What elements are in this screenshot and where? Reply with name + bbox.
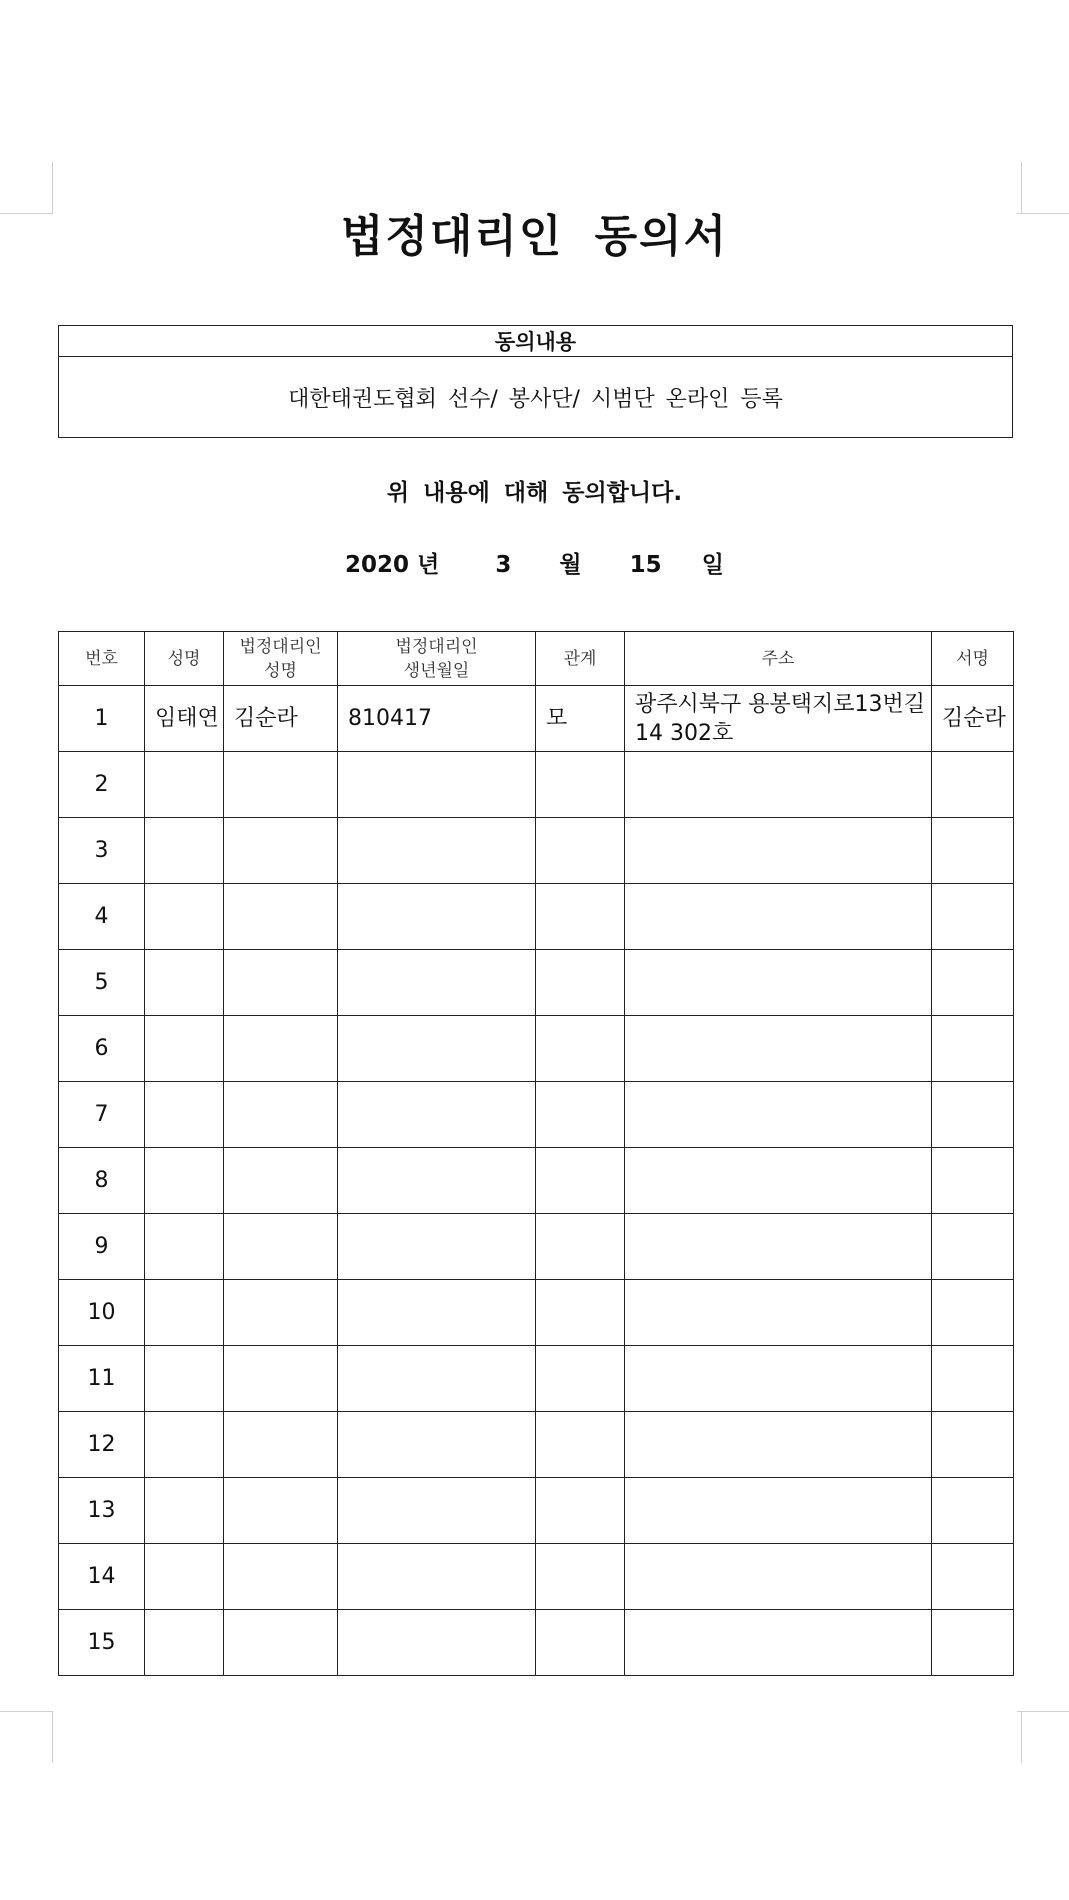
cell-relation — [536, 1016, 625, 1082]
cell-rep-birth: 810417 — [338, 686, 536, 752]
cell-no: 15 — [59, 1610, 145, 1676]
cell-no: 12 — [59, 1412, 145, 1478]
cell-name — [145, 884, 224, 950]
cell-no: 14 — [59, 1544, 145, 1610]
date-year-unit: 년 — [417, 552, 440, 578]
cell-rep-name — [224, 1610, 338, 1676]
table-row — [59, 818, 1014, 884]
cell-relation — [536, 1610, 625, 1676]
table-row — [59, 1478, 1014, 1544]
cell-address — [625, 752, 932, 818]
crop-mark — [0, 1711, 52, 1712]
header-rep-birth: 법정대리인 생년월일 — [338, 632, 536, 686]
table-row — [59, 1610, 1014, 1676]
cell-no: 7 — [59, 1082, 145, 1148]
cell-name — [145, 1544, 224, 1610]
cell-rep-name — [224, 1082, 338, 1148]
cell-name — [145, 1478, 224, 1544]
header-address: 주소 — [625, 632, 932, 686]
cell-relation — [536, 1082, 625, 1148]
cell-relation — [536, 950, 625, 1016]
cell-name — [145, 1346, 224, 1412]
cell-relation — [536, 1214, 625, 1280]
cell-address — [625, 1478, 932, 1544]
cell-signature — [932, 1214, 1014, 1280]
cell-rep-birth — [338, 1016, 536, 1082]
table-row — [59, 1016, 1014, 1082]
cell-rep-name — [224, 1148, 338, 1214]
cell-address — [625, 1280, 932, 1346]
cell-signature — [932, 1544, 1014, 1610]
header-no: 번호 — [59, 632, 145, 686]
cell-rep-name — [224, 818, 338, 884]
cell-address — [625, 1214, 932, 1280]
cell-name — [145, 752, 224, 818]
cell-rep-birth — [338, 1478, 536, 1544]
cell-address — [625, 950, 932, 1016]
cell-name — [145, 1214, 224, 1280]
cell-no: 8 — [59, 1148, 145, 1214]
cell-relation — [536, 884, 625, 950]
header-name: 성명 — [145, 632, 224, 686]
cell-no: 2 — [59, 752, 145, 818]
cell-rep-birth — [338, 1346, 536, 1412]
cell-signature — [932, 1280, 1014, 1346]
table-row — [59, 1148, 1014, 1214]
cell-relation — [536, 818, 625, 884]
cell-name — [145, 1610, 224, 1676]
guardian-table — [58, 631, 1014, 1676]
cell-rep-name — [224, 1214, 338, 1280]
cell-rep-name — [224, 1412, 338, 1478]
cell-name — [145, 1148, 224, 1214]
cell-name — [145, 1412, 224, 1478]
cell-address — [625, 1412, 932, 1478]
cell-no: 5 — [59, 950, 145, 1016]
cell-relation — [536, 1544, 625, 1610]
cell-signature — [932, 1346, 1014, 1412]
cell-rep-name — [224, 950, 338, 1016]
header-rep-name: 법정대리인 성명 — [224, 632, 338, 686]
cell-rep-name — [224, 884, 338, 950]
cell-signature — [932, 1148, 1014, 1214]
cell-rep-birth — [338, 1214, 536, 1280]
table-header-row — [59, 632, 1014, 686]
cell-relation — [536, 1148, 625, 1214]
cell-no: 10 — [59, 1280, 145, 1346]
table-row — [59, 1346, 1014, 1412]
cell-relation — [536, 752, 625, 818]
cell-no: 11 — [59, 1346, 145, 1412]
table-row — [59, 1082, 1014, 1148]
cell-no: 3 — [59, 818, 145, 884]
consent-box — [58, 325, 1013, 438]
table-row — [59, 1280, 1014, 1346]
cell-signature — [932, 884, 1014, 950]
cell-rep-birth — [338, 1544, 536, 1610]
cell-rep-birth — [338, 752, 536, 818]
crop-mark — [1017, 1711, 1069, 1712]
cell-signature — [932, 1610, 1014, 1676]
table-row — [59, 1214, 1014, 1280]
cell-relation — [536, 1478, 625, 1544]
header-signature: 서명 — [932, 632, 1014, 686]
cell-rep-birth — [338, 818, 536, 884]
cell-name — [145, 950, 224, 1016]
consent-content: 대한태권도협회 선수/ 봉사단/ 시범단 온라인 등록 — [59, 357, 1013, 438]
cell-rep-name — [224, 1280, 338, 1346]
crop-mark — [1021, 1711, 1022, 1763]
cell-address — [625, 1610, 932, 1676]
table-row — [59, 1412, 1014, 1478]
cell-name: 임태연 — [145, 686, 224, 752]
cell-address — [625, 818, 932, 884]
consent-header: 동의내용 — [59, 326, 1013, 357]
cell-no: 1 — [59, 686, 145, 752]
date-month: 3 — [495, 552, 512, 578]
cell-signature — [932, 818, 1014, 884]
cell-address — [625, 1346, 932, 1412]
cell-signature — [932, 1082, 1014, 1148]
cell-rep-birth — [338, 884, 536, 950]
cell-no: 13 — [59, 1478, 145, 1544]
cell-signature — [932, 1412, 1014, 1478]
cell-address — [625, 1016, 932, 1082]
agreement-statement: 위 내용에 대해 동의합니다. — [386, 480, 683, 506]
cell-rep-birth — [338, 1148, 536, 1214]
cell-relation: 모 — [536, 686, 625, 752]
cell-signature: 김순라 — [932, 686, 1014, 752]
document-title: 법정대리인 동의서 — [340, 211, 729, 262]
cell-rep-name: 김순라 — [224, 686, 338, 752]
cell-signature — [932, 1016, 1014, 1082]
table-row — [59, 686, 1014, 752]
table-row — [59, 1544, 1014, 1610]
cell-address — [625, 1148, 932, 1214]
cell-rep-name — [224, 1346, 338, 1412]
cell-signature — [932, 950, 1014, 1016]
signing-date — [0, 546, 1069, 579]
table-row — [59, 752, 1014, 818]
cell-relation — [536, 1412, 625, 1478]
cell-signature — [932, 1478, 1014, 1544]
cell-no: 6 — [59, 1016, 145, 1082]
cell-rep-name — [224, 1544, 338, 1610]
table-row — [59, 884, 1014, 950]
cell-rep-birth — [338, 1412, 536, 1478]
cell-rep-birth — [338, 1082, 536, 1148]
header-relation: 관계 — [536, 632, 625, 686]
cell-no: 9 — [59, 1214, 145, 1280]
date-year: 2020 — [345, 552, 410, 578]
cell-rep-name — [224, 752, 338, 818]
cell-name — [145, 1280, 224, 1346]
cell-no: 4 — [59, 884, 145, 950]
cell-relation — [536, 1280, 625, 1346]
cell-address — [625, 1082, 932, 1148]
cell-relation — [536, 1346, 625, 1412]
date-day: 15 — [629, 552, 662, 578]
cell-name — [145, 1016, 224, 1082]
date-month-unit: 월 — [559, 552, 582, 578]
table-row — [59, 950, 1014, 1016]
cell-rep-birth — [338, 1610, 536, 1676]
cell-rep-birth — [338, 950, 536, 1016]
cell-rep-name — [224, 1478, 338, 1544]
cell-address — [625, 1544, 932, 1610]
cell-name — [145, 818, 224, 884]
cell-rep-name — [224, 1016, 338, 1082]
cell-name — [145, 1082, 224, 1148]
crop-mark — [52, 1711, 53, 1763]
cell-rep-birth — [338, 1280, 536, 1346]
cell-address — [625, 884, 932, 950]
cell-signature — [932, 752, 1014, 818]
date-day-unit: 일 — [701, 552, 724, 578]
cell-address: 광주시북구 용봉택지로13번길14 302호 — [625, 686, 932, 752]
